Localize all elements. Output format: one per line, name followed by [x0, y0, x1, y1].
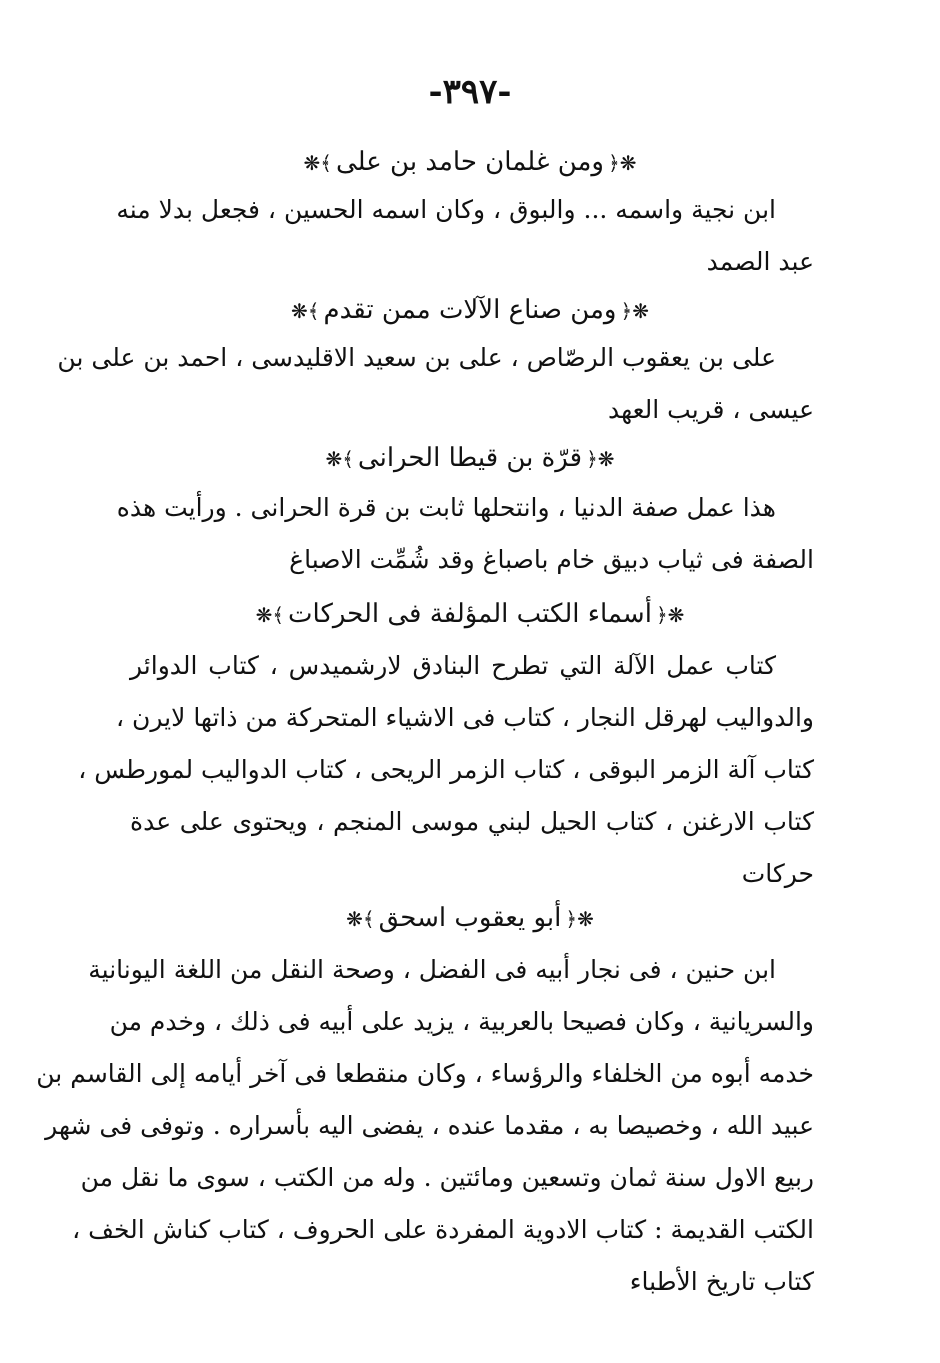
paragraph-line: والسريانية ، وكان فصيحا بالعربية ، يزيد على أبيه فى ذلك ، وخدم من — [109, 1007, 814, 1036]
page-number: -٣٩٧- — [428, 72, 512, 112]
ornament-star-icon: ❋﴿ — [565, 907, 594, 931]
paragraph-line: كتاب تاريخ الأطباء — [629, 1267, 814, 1296]
paragraph-line: كتاب عمل الآلة التي تطرح البنادق لارشميدس ، كتاب الدوائر — [130, 651, 776, 680]
section-heading-abu-yaqub — [130, 898, 810, 939]
ornament-star-icon: ❋﴿ — [620, 299, 649, 323]
heading-text: أبو يعقوب اسحق — [378, 903, 562, 933]
ornament-star-icon: ﴾❋ — [303, 151, 332, 175]
paragraph-line: على بن يعقوب الرصّاص ، على بن سعيد الاقليدسى ، احمد بن على بن — [57, 343, 776, 372]
section-heading-ghilman — [130, 142, 810, 183]
heading-text: أسماء الكتب المؤلفة فى الحركات — [288, 599, 652, 629]
section-paragraph-abu-yaqub — [36, 944, 814, 1308]
paragraph-line: والدواليب لهرقل النجار ، كتاب فى الاشياء المتحركة من ذاتها لايرن ، — [115, 703, 814, 732]
ornament-star-icon: ﴾❋ — [291, 299, 320, 323]
section-paragraph-ghilman — [116, 184, 814, 288]
paragraph-line: عيسى ، قريب العهد — [607, 395, 814, 424]
paragraph-line: الصفة فى ثياب دبيق خام باصباغ وقد شُمِّت الاصباغ — [289, 545, 814, 574]
section-paragraph-instrument-makers — [57, 332, 814, 436]
section-heading-instrument-makers — [130, 290, 810, 331]
section-heading-qurra — [130, 438, 810, 479]
paragraph-line: الكتب القديمة : كتاب الادوية المفردة على الحروف ، كتاب كناش الخف ، — [72, 1215, 814, 1244]
heading-text: ومن غلمان حامد بن على — [336, 147, 604, 177]
paragraph-line: عبيد الله ، وخصيصا به ، مقدما عنده ، يفضى اليه بأسراره . وتوفى فى شهر — [45, 1111, 814, 1140]
ornament-star-icon: ❋﴿ — [655, 603, 685, 627]
paragraph-line: حركات — [741, 859, 814, 888]
section-paragraph-qurra — [116, 482, 814, 586]
paragraph-line: كتاب الارغنن ، كتاب الحيل لبني موسى المنجم ، ويحتوى على عدة — [130, 807, 814, 836]
paragraph-line: عبد الصمد — [706, 247, 814, 276]
paragraph-line: خدمه أبوه من الخلفاء والرؤساء ، وكان منقطعا فى آخر أيامه إلى القاسم بن — [36, 1059, 814, 1088]
section-paragraph-motion-books — [78, 640, 814, 900]
ornament-star-icon: ❋﴿ — [607, 151, 637, 175]
ornament-star-icon: ﴾❋ — [346, 907, 375, 931]
paragraph-line: هذا عمل صفة الدنيا ، وانتحلها ثابت بن قرة الحرانى . ورأيت هذه — [116, 493, 776, 522]
paragraph-line: ابن حنين ، فى نجار أبيه فى الفضل ، وصحة النقل من اللغة اليونانية — [88, 955, 776, 984]
ornament-star-icon: ❋﴿ — [586, 447, 615, 471]
heading-text: ومن صناع الآلات ممن تقدم — [323, 295, 617, 325]
ornament-star-icon: ﴾❋ — [325, 447, 354, 471]
paragraph-line: ربيع الاول سنة ثمان وتسعين ومائتين . وله من الكتب ، سوى ما نقل من — [80, 1163, 814, 1192]
paragraph-line: كتاب آلة الزمر البوقى ، كتاب الزمر الريحى ، كتاب الدواليب لمورطس ، — [78, 755, 814, 784]
section-heading-motion-books — [130, 594, 810, 635]
ornament-star-icon: ﴾❋ — [255, 603, 285, 627]
paragraph-line: ابن نجية واسمه ... والبوق ، وكان اسمه الحسين ، فجعل بدلا منه — [116, 195, 776, 224]
heading-text: قرّة بن قيطا الحرانى — [357, 443, 583, 473]
